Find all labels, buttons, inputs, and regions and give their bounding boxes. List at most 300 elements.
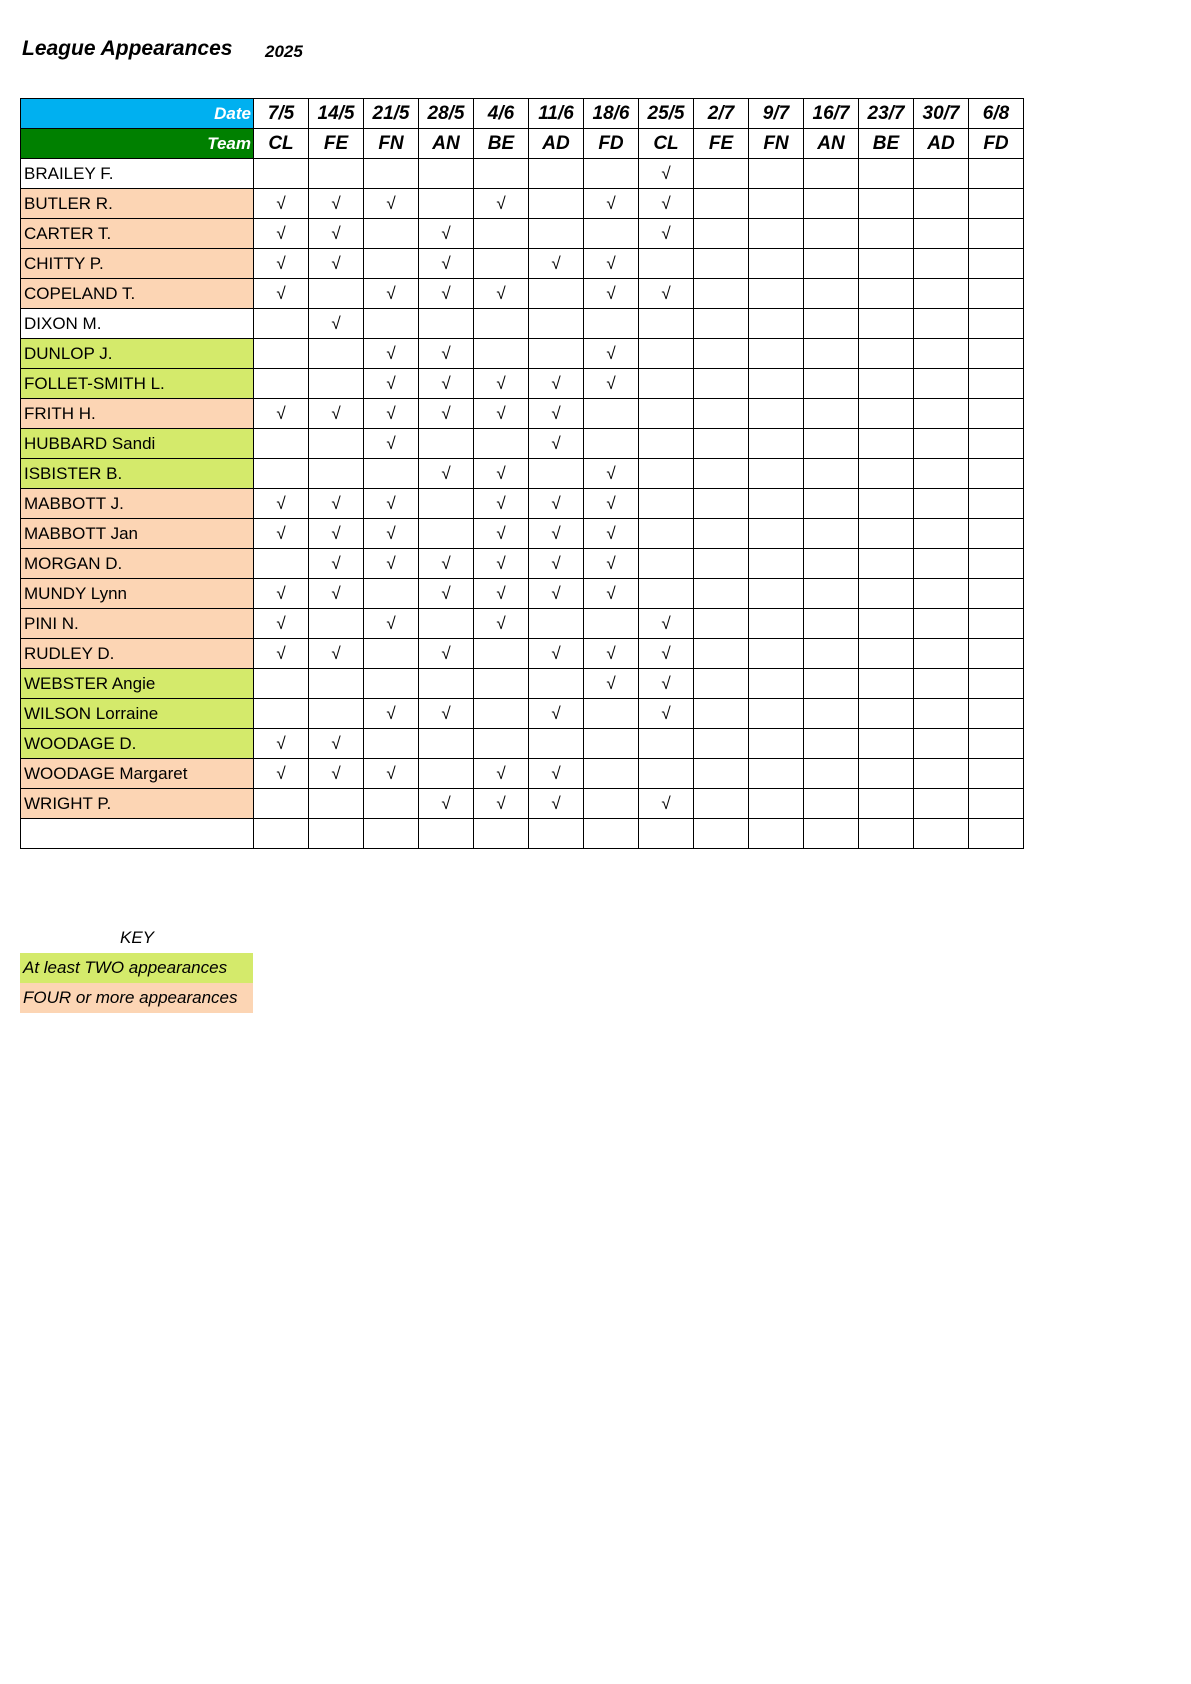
appearance-check: √ bbox=[254, 519, 309, 549]
date-header-cell: 16/7 bbox=[804, 99, 859, 129]
appearance-cell bbox=[419, 189, 474, 219]
appearance-cell bbox=[804, 699, 859, 729]
appearance-check: √ bbox=[254, 279, 309, 309]
appearance-cell bbox=[639, 429, 694, 459]
appearance-cell bbox=[474, 729, 529, 759]
player-name: BUTLER R. bbox=[21, 189, 254, 219]
appearance-cell bbox=[914, 729, 969, 759]
date-header-cell: 23/7 bbox=[859, 99, 914, 129]
appearance-cell bbox=[749, 159, 804, 189]
appearance-cell bbox=[419, 309, 474, 339]
appearance-check: √ bbox=[474, 519, 529, 549]
appearance-cell bbox=[859, 429, 914, 459]
appearance-check: √ bbox=[639, 159, 694, 189]
appearance-check: √ bbox=[474, 369, 529, 399]
appearance-cell bbox=[914, 819, 969, 849]
appearance-cell bbox=[639, 339, 694, 369]
appearance-cell bbox=[969, 579, 1024, 609]
appearance-cell bbox=[254, 549, 309, 579]
appearance-cell bbox=[749, 279, 804, 309]
appearance-cell bbox=[254, 669, 309, 699]
appearance-cell bbox=[474, 639, 529, 669]
appearance-check: √ bbox=[584, 189, 639, 219]
appearance-cell bbox=[859, 579, 914, 609]
player-row bbox=[21, 369, 1024, 399]
appearance-cell bbox=[969, 609, 1024, 639]
appearance-cell bbox=[914, 399, 969, 429]
appearance-cell bbox=[529, 309, 584, 339]
appearance-check: √ bbox=[584, 369, 639, 399]
appearance-cell bbox=[969, 159, 1024, 189]
appearance-cell bbox=[859, 549, 914, 579]
date-header-cell: 21/5 bbox=[364, 99, 419, 129]
appearance-cell bbox=[419, 489, 474, 519]
appearance-cell bbox=[969, 699, 1024, 729]
appearance-cell bbox=[969, 759, 1024, 789]
appearance-cell bbox=[639, 819, 694, 849]
team-header-cell: AD bbox=[529, 129, 584, 159]
player-row bbox=[21, 219, 1024, 249]
appearance-check: √ bbox=[419, 459, 474, 489]
appearance-cell bbox=[309, 279, 364, 309]
appearance-check: √ bbox=[254, 249, 309, 279]
appearance-cell bbox=[804, 339, 859, 369]
appearance-cell bbox=[804, 789, 859, 819]
appearance-cell bbox=[584, 309, 639, 339]
player-name: PINI N. bbox=[21, 609, 254, 639]
player-row bbox=[21, 759, 1024, 789]
season-year: 2025 bbox=[265, 42, 303, 61]
player-name: MUNDY Lynn bbox=[21, 579, 254, 609]
appearance-check: √ bbox=[639, 189, 694, 219]
appearance-check: √ bbox=[254, 189, 309, 219]
player-name: ISBISTER B. bbox=[21, 459, 254, 489]
appearance-cell bbox=[694, 489, 749, 519]
appearance-check: √ bbox=[529, 249, 584, 279]
appearance-cell bbox=[529, 459, 584, 489]
date-header-row bbox=[21, 99, 1024, 129]
key-two-appearances: At least TWO appearances bbox=[20, 953, 253, 983]
appearance-cell bbox=[804, 609, 859, 639]
key-four-appearances: FOUR or more appearances bbox=[20, 983, 253, 1013]
appearance-cell bbox=[694, 549, 749, 579]
appearance-cell bbox=[969, 369, 1024, 399]
appearance-check: √ bbox=[474, 549, 529, 579]
appearance-cell bbox=[749, 729, 804, 759]
appearance-cell bbox=[914, 189, 969, 219]
page-title: League Appearances bbox=[22, 37, 233, 60]
appearance-check: √ bbox=[529, 369, 584, 399]
appearance-check: √ bbox=[309, 309, 364, 339]
appearance-cell bbox=[859, 279, 914, 309]
player-name: CARTER T. bbox=[21, 219, 254, 249]
appearance-cell bbox=[364, 219, 419, 249]
appearance-cell bbox=[364, 669, 419, 699]
appearance-cell bbox=[914, 369, 969, 399]
appearance-cell bbox=[804, 249, 859, 279]
appearance-cell bbox=[364, 459, 419, 489]
appearance-cell bbox=[639, 519, 694, 549]
appearance-cell bbox=[639, 579, 694, 609]
player-row bbox=[21, 699, 1024, 729]
appearance-check: √ bbox=[584, 339, 639, 369]
appearance-cell bbox=[859, 759, 914, 789]
appearance-check: √ bbox=[419, 789, 474, 819]
appearance-cell bbox=[694, 429, 749, 459]
appearance-cell bbox=[529, 189, 584, 219]
appearance-cell bbox=[859, 339, 914, 369]
appearance-check: √ bbox=[529, 639, 584, 669]
appearance-check: √ bbox=[364, 549, 419, 579]
appearance-cell bbox=[529, 219, 584, 249]
appearance-cell bbox=[419, 429, 474, 459]
player-name: WEBSTER Angie bbox=[21, 669, 254, 699]
appearance-cell bbox=[639, 459, 694, 489]
appearance-check: √ bbox=[364, 399, 419, 429]
appearance-cell bbox=[969, 429, 1024, 459]
appearance-check: √ bbox=[639, 639, 694, 669]
appearance-check: √ bbox=[309, 189, 364, 219]
team-header-cell: AN bbox=[419, 129, 474, 159]
player-row bbox=[21, 669, 1024, 699]
player-name: HUBBARD Sandi bbox=[21, 429, 254, 459]
appearance-cell bbox=[804, 669, 859, 699]
appearance-check: √ bbox=[364, 189, 419, 219]
appearance-cell bbox=[749, 309, 804, 339]
appearance-cell bbox=[639, 549, 694, 579]
appearance-cell bbox=[694, 699, 749, 729]
appearance-check: √ bbox=[254, 219, 309, 249]
appearance-check: √ bbox=[364, 369, 419, 399]
appearance-check: √ bbox=[474, 459, 529, 489]
appearance-cell bbox=[859, 789, 914, 819]
appearance-cell bbox=[804, 429, 859, 459]
appearance-check: √ bbox=[474, 609, 529, 639]
appearance-check: √ bbox=[639, 789, 694, 819]
player-row bbox=[21, 819, 1024, 849]
appearance-check: √ bbox=[364, 519, 419, 549]
appearance-cell bbox=[804, 579, 859, 609]
appearance-cell bbox=[859, 819, 914, 849]
appearance-check: √ bbox=[419, 249, 474, 279]
date-header-cell: 9/7 bbox=[749, 99, 804, 129]
appearance-check: √ bbox=[639, 609, 694, 639]
appearance-check: √ bbox=[364, 489, 419, 519]
appearance-check: √ bbox=[529, 549, 584, 579]
appearance-cell bbox=[584, 759, 639, 789]
appearance-cell bbox=[694, 309, 749, 339]
appearance-cell bbox=[419, 669, 474, 699]
appearance-cell bbox=[969, 789, 1024, 819]
appearance-cell bbox=[914, 249, 969, 279]
appearance-cell bbox=[364, 579, 419, 609]
team-header-cell: FD bbox=[969, 129, 1024, 159]
appearance-cell bbox=[694, 159, 749, 189]
appearance-check: √ bbox=[529, 489, 584, 519]
appearance-cell bbox=[749, 399, 804, 429]
appearance-cell bbox=[914, 789, 969, 819]
date-header-cell: 14/5 bbox=[309, 99, 364, 129]
appearance-check: √ bbox=[529, 429, 584, 459]
appearance-cell bbox=[529, 159, 584, 189]
appearance-check: √ bbox=[639, 219, 694, 249]
appearance-check: √ bbox=[364, 759, 419, 789]
appearance-cell bbox=[584, 159, 639, 189]
appearance-cell bbox=[804, 279, 859, 309]
appearance-cell bbox=[804, 519, 859, 549]
appearance-check: √ bbox=[529, 759, 584, 789]
appearance-cell bbox=[969, 219, 1024, 249]
appearance-cell bbox=[639, 489, 694, 519]
appearance-cell bbox=[474, 159, 529, 189]
appearance-cell bbox=[254, 789, 309, 819]
appearance-cell bbox=[859, 609, 914, 639]
appearance-cell bbox=[694, 219, 749, 249]
appearance-check: √ bbox=[584, 459, 639, 489]
appearance-cell bbox=[749, 459, 804, 489]
appearance-cell bbox=[694, 369, 749, 399]
appearance-cell bbox=[694, 189, 749, 219]
appearance-cell bbox=[419, 159, 474, 189]
appearance-cell bbox=[804, 399, 859, 429]
appearance-cell bbox=[969, 399, 1024, 429]
appearance-cell bbox=[639, 399, 694, 429]
appearance-cell bbox=[364, 249, 419, 279]
appearance-check: √ bbox=[474, 189, 529, 219]
appearance-cell bbox=[914, 519, 969, 549]
appearance-cell bbox=[804, 219, 859, 249]
appearance-cell bbox=[804, 159, 859, 189]
team-header-row bbox=[21, 129, 1024, 159]
appearance-cell bbox=[749, 789, 804, 819]
appearance-cell bbox=[859, 249, 914, 279]
appearance-cell bbox=[474, 819, 529, 849]
appearance-check: √ bbox=[254, 489, 309, 519]
appearance-cell bbox=[914, 279, 969, 309]
appearance-cell bbox=[804, 759, 859, 789]
appearance-cell bbox=[914, 489, 969, 519]
team-header-cell: CL bbox=[254, 129, 309, 159]
appearance-check: √ bbox=[474, 789, 529, 819]
appearance-cell bbox=[694, 249, 749, 279]
appearance-cell bbox=[804, 639, 859, 669]
team-header-cell: FN bbox=[749, 129, 804, 159]
appearance-cell bbox=[749, 339, 804, 369]
appearance-cell bbox=[254, 309, 309, 339]
appearance-cell bbox=[529, 819, 584, 849]
appearance-check: √ bbox=[254, 609, 309, 639]
appearance-cell bbox=[309, 159, 364, 189]
appearance-cell bbox=[474, 309, 529, 339]
appearance-check: √ bbox=[309, 489, 364, 519]
appearance-cell bbox=[859, 459, 914, 489]
player-row bbox=[21, 249, 1024, 279]
appearance-cell bbox=[914, 159, 969, 189]
appearance-cell bbox=[914, 639, 969, 669]
appearance-cell bbox=[364, 789, 419, 819]
player-name bbox=[21, 819, 254, 849]
appearance-check: √ bbox=[309, 579, 364, 609]
appearance-cell bbox=[364, 819, 419, 849]
appearance-check: √ bbox=[309, 549, 364, 579]
appearance-cell bbox=[804, 369, 859, 399]
appearance-check: √ bbox=[529, 699, 584, 729]
player-row bbox=[21, 519, 1024, 549]
appearance-cell bbox=[804, 309, 859, 339]
appearance-cell bbox=[804, 549, 859, 579]
appearance-cell bbox=[804, 489, 859, 519]
appearance-cell bbox=[694, 579, 749, 609]
appearance-cell bbox=[309, 339, 364, 369]
appearance-check: √ bbox=[254, 399, 309, 429]
appearance-check: √ bbox=[529, 399, 584, 429]
appearance-cell bbox=[804, 729, 859, 759]
appearance-check: √ bbox=[584, 489, 639, 519]
appearance-cell bbox=[474, 429, 529, 459]
appearance-cell bbox=[859, 309, 914, 339]
team-header-cell: BE bbox=[859, 129, 914, 159]
appearance-cell bbox=[309, 699, 364, 729]
player-name: MORGAN D. bbox=[21, 549, 254, 579]
key-title: KEY bbox=[120, 928, 155, 947]
appearance-cell bbox=[694, 609, 749, 639]
appearance-cell bbox=[529, 279, 584, 309]
appearance-cell bbox=[859, 669, 914, 699]
appearance-cell bbox=[694, 459, 749, 489]
appearance-cell bbox=[749, 669, 804, 699]
date-header-cell: 30/7 bbox=[914, 99, 969, 129]
appearance-check: √ bbox=[529, 579, 584, 609]
appearance-cell bbox=[859, 219, 914, 249]
player-row bbox=[21, 459, 1024, 489]
appearance-cell bbox=[749, 609, 804, 639]
appearance-check: √ bbox=[309, 759, 364, 789]
appearance-cell bbox=[584, 219, 639, 249]
appearance-check: √ bbox=[364, 339, 419, 369]
appearance-cell bbox=[419, 819, 474, 849]
player-name: WOODAGE Margaret bbox=[21, 759, 254, 789]
appearance-check: √ bbox=[254, 729, 309, 759]
appearance-cell bbox=[804, 189, 859, 219]
player-row bbox=[21, 159, 1024, 189]
appearance-cell bbox=[529, 729, 584, 759]
date-header-cell: 11/6 bbox=[529, 99, 584, 129]
player-row bbox=[21, 279, 1024, 309]
appearance-cell bbox=[309, 369, 364, 399]
appearance-cell bbox=[804, 819, 859, 849]
team-header-cell: FN bbox=[364, 129, 419, 159]
appearance-cell bbox=[584, 399, 639, 429]
appearance-check: √ bbox=[584, 519, 639, 549]
appearance-check: √ bbox=[474, 399, 529, 429]
player-name: COPELAND T. bbox=[21, 279, 254, 309]
appearance-cell bbox=[914, 429, 969, 459]
appearance-cell bbox=[914, 759, 969, 789]
team-label: Team bbox=[21, 129, 254, 159]
appearance-cell bbox=[969, 249, 1024, 279]
player-name: MABBOTT J. bbox=[21, 489, 254, 519]
player-name: DIXON M. bbox=[21, 309, 254, 339]
appearance-cell bbox=[749, 489, 804, 519]
team-header-cell: CL bbox=[639, 129, 694, 159]
appearance-cell bbox=[584, 609, 639, 639]
player-name: CHITTY P. bbox=[21, 249, 254, 279]
date-header-cell: 28/5 bbox=[419, 99, 474, 129]
player-row bbox=[21, 309, 1024, 339]
appearance-check: √ bbox=[584, 639, 639, 669]
appearance-cell bbox=[694, 639, 749, 669]
appearance-check: √ bbox=[254, 579, 309, 609]
player-row bbox=[21, 639, 1024, 669]
appearance-cell bbox=[859, 399, 914, 429]
appearance-check: √ bbox=[309, 399, 364, 429]
appearance-cell bbox=[969, 279, 1024, 309]
appearance-cell bbox=[254, 369, 309, 399]
appearance-check: √ bbox=[309, 639, 364, 669]
appearance-check: √ bbox=[584, 669, 639, 699]
appearance-check: √ bbox=[419, 699, 474, 729]
appearance-cell bbox=[969, 339, 1024, 369]
appearance-cell bbox=[749, 189, 804, 219]
appearance-cell bbox=[749, 579, 804, 609]
appearance-cell bbox=[749, 639, 804, 669]
appearance-cell bbox=[254, 819, 309, 849]
appearance-cell bbox=[364, 729, 419, 759]
appearance-cell bbox=[309, 459, 364, 489]
appearance-cell bbox=[309, 789, 364, 819]
appearance-cell bbox=[859, 369, 914, 399]
appearance-cell bbox=[309, 609, 364, 639]
date-header-cell: 18/6 bbox=[584, 99, 639, 129]
appearance-cell bbox=[639, 369, 694, 399]
player-row bbox=[21, 579, 1024, 609]
appearance-cell bbox=[254, 339, 309, 369]
appearance-cell bbox=[474, 249, 529, 279]
date-header-cell: 25/5 bbox=[639, 99, 694, 129]
appearance-cell bbox=[749, 369, 804, 399]
appearance-cell bbox=[859, 729, 914, 759]
appearance-cell bbox=[804, 459, 859, 489]
appearance-cell bbox=[254, 429, 309, 459]
appearance-cell bbox=[254, 699, 309, 729]
player-row bbox=[21, 609, 1024, 639]
appearance-cell bbox=[859, 639, 914, 669]
appearance-cell bbox=[749, 699, 804, 729]
appearance-cell bbox=[914, 579, 969, 609]
date-header-cell: 2/7 bbox=[694, 99, 749, 129]
appearance-cell bbox=[584, 429, 639, 459]
player-row bbox=[21, 399, 1024, 429]
player-name: MABBOTT Jan bbox=[21, 519, 254, 549]
appearance-check: √ bbox=[474, 489, 529, 519]
appearance-cell bbox=[969, 549, 1024, 579]
appearance-cell bbox=[859, 699, 914, 729]
appearance-check: √ bbox=[639, 699, 694, 729]
appearance-check: √ bbox=[639, 279, 694, 309]
appearance-cell bbox=[529, 339, 584, 369]
appearance-check: √ bbox=[309, 249, 364, 279]
player-name: FOLLET-SMITH L. bbox=[21, 369, 254, 399]
appearance-check: √ bbox=[639, 669, 694, 699]
appearance-check: √ bbox=[309, 519, 364, 549]
date-header-cell: 6/8 bbox=[969, 99, 1024, 129]
appearance-cell bbox=[694, 729, 749, 759]
appearance-cell bbox=[694, 669, 749, 699]
appearance-check: √ bbox=[419, 219, 474, 249]
appearance-cell bbox=[694, 819, 749, 849]
appearance-cell bbox=[529, 609, 584, 639]
appearance-cell bbox=[309, 819, 364, 849]
